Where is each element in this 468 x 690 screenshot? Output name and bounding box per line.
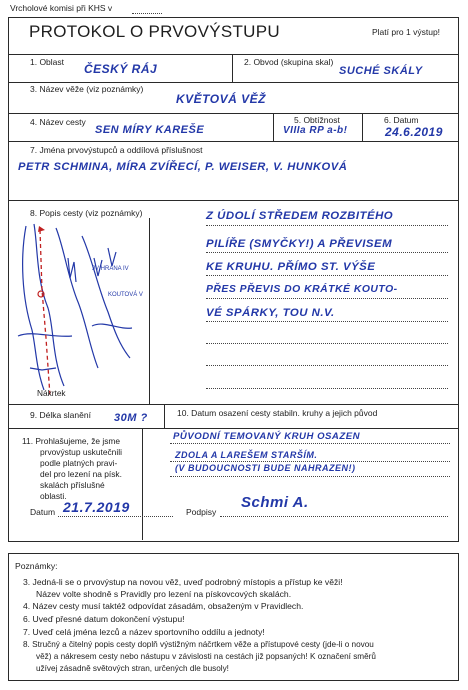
committee-line bbox=[132, 13, 162, 14]
note-3: 3. Jedná-li se o prvovýstup na novou věž, uveď podrobný místopis a přístup ke věži! bbox=[23, 577, 343, 587]
divider bbox=[8, 54, 458, 55]
note-8: 8. Stručný a čitelný popis cesty doplň výstižným náčrtkem věže a přístupové cesty (jde-li o novou bbox=[23, 640, 374, 649]
field-5-label: 5. Obtížnost bbox=[294, 115, 340, 125]
signature-label: Podpisy bbox=[186, 507, 217, 517]
field-9-value: 30M ? bbox=[114, 412, 148, 424]
divider bbox=[8, 82, 458, 83]
divider bbox=[8, 404, 458, 405]
signature-value: Schmi A. bbox=[241, 494, 309, 511]
ruled-line bbox=[206, 365, 448, 366]
field-2-value: SUCHÉ SKÁLY bbox=[339, 65, 423, 77]
ruled-line bbox=[220, 516, 448, 517]
divider bbox=[8, 113, 458, 114]
route-sketch bbox=[12, 218, 148, 400]
note-6: 6. Uveď přesné datum dokončení výstupu! bbox=[23, 614, 185, 624]
declaration-line-4: del pro lezení na písk. bbox=[40, 469, 122, 479]
note-3-cont: Název volte shodně s Pravidly pro lezení na pískovcových skalách. bbox=[36, 589, 292, 599]
field-3-value: KVĚTOVÁ VĚŽ bbox=[176, 92, 266, 106]
field-1-value: ČESKÝ RÁJ bbox=[84, 62, 158, 76]
divider bbox=[362, 113, 363, 141]
note-8-cont: věž) a nákresem cesty nebo nástupu v závislosti na cestách již popsaných! K označení směrů bbox=[36, 652, 376, 661]
ruled-line bbox=[206, 275, 448, 276]
divider bbox=[8, 428, 458, 429]
notes-title: Poznámky: bbox=[15, 561, 58, 571]
divider bbox=[149, 218, 150, 404]
field-8-line-4: PŘES PŘEVIS DO KRÁTKÉ KOUTO- bbox=[206, 284, 398, 295]
sketch-mark-koutova: KOUTOVÁ V bbox=[108, 292, 143, 298]
field-8-line-5: VÉ SPÁRKY, TOU N.V. bbox=[206, 307, 335, 319]
declaration-line-5: skalách příslušné bbox=[40, 480, 105, 490]
declaration-line-2: prvovýstup uskutečnili bbox=[40, 447, 122, 457]
committee-label: Vrcholové komisi při KHS v bbox=[10, 3, 113, 13]
divider bbox=[164, 404, 165, 428]
ruled-line bbox=[206, 225, 448, 226]
field-1-label: 1. Oblast bbox=[30, 57, 65, 67]
ruled-line bbox=[206, 298, 448, 299]
divider bbox=[273, 113, 274, 141]
field-4-label: 4. Název cesty bbox=[30, 117, 86, 127]
divider bbox=[142, 428, 143, 540]
note-7: 7. Uveď celá jména lezců a název sportovního oddílu a jednoty! bbox=[23, 627, 265, 637]
field-7-value: PETR SCHMINA, MÍRA ZVÍŘECÍ, P. WEISER, V. HUNKOVÁ bbox=[18, 161, 348, 173]
ruled-line bbox=[58, 516, 173, 517]
ruled-line bbox=[206, 388, 448, 389]
date-value: 21.7.2019 bbox=[63, 499, 130, 515]
note-4: 4. Název cesty musí taktéž odpovídat zásadám, obsaženým v Pravidlech. bbox=[23, 601, 304, 611]
field-4-value: SEN MÍRY KAREŠE bbox=[95, 124, 205, 136]
field-8-line-1: Z ÚDOLÍ STŘEDEM ROZBITÉHO bbox=[206, 210, 394, 222]
field-6-value: 24.6.2019 bbox=[385, 125, 443, 139]
divider bbox=[232, 54, 233, 82]
field-10-line-3: (V BUDOUCNOSTI BUDE NAHRAZEN!) bbox=[175, 463, 356, 473]
ruled-line bbox=[170, 461, 450, 462]
ruled-line bbox=[206, 321, 448, 322]
note-8-cont-2: užívej zásadně světových stran, určených dle busoly! bbox=[36, 664, 229, 673]
field-8-label: 8. Popis cesty (viz poznámky) bbox=[30, 208, 143, 218]
ruled-line bbox=[206, 343, 448, 344]
field-10-line-1: PŮVODNÍ TEMOVANÝ KRUH OSAZEN bbox=[173, 431, 361, 442]
ruled-line bbox=[206, 252, 448, 253]
divider bbox=[8, 141, 458, 142]
ruled-line bbox=[170, 476, 450, 477]
declaration-line-6: oblasti. bbox=[40, 491, 67, 501]
divider bbox=[8, 200, 458, 201]
declaration-line-1: 11. Prohlašujeme, že jsme bbox=[22, 436, 121, 446]
field-10-line-2: ZDOLA A LAREŠEM STARŠÍM. bbox=[175, 450, 318, 460]
field-3-label: 3. Název věže (viz poznámky) bbox=[30, 84, 144, 94]
field-7-label: 7. Jména prvovýstupců a oddílová příslušnost bbox=[30, 145, 203, 155]
field-6-label: 6. Datum bbox=[384, 115, 419, 125]
date-label: Datum bbox=[30, 507, 56, 517]
validity-note: Platí pro 1 výstup! bbox=[372, 27, 441, 37]
sketch-label: Nákrtek bbox=[37, 388, 66, 398]
field-5-value: VIIIa RP a-b! bbox=[283, 125, 348, 136]
field-8-line-3: KE KRUHU. PŘÍMO ST. VÝŠE bbox=[206, 261, 376, 273]
sketch-mark-jv-hrana: JV HRANA IV bbox=[92, 266, 129, 272]
field-9-label: 9. Délka slanění bbox=[30, 410, 91, 420]
page-title: PROTOKOL O PRVOVÝSTUPU bbox=[29, 22, 280, 41]
field-10-label: 10. Datum osazení cesty stabiln. kruhy a jejich původ bbox=[177, 408, 378, 418]
ruled-line bbox=[170, 443, 450, 444]
field-2-label: 2. Obvod (skupina skal) bbox=[244, 57, 334, 67]
field-8-line-2: PILÍŘE (SMYČKY!) A PŘEVISEM bbox=[206, 238, 393, 250]
declaration-line-3: podle platných pravi- bbox=[40, 458, 118, 468]
